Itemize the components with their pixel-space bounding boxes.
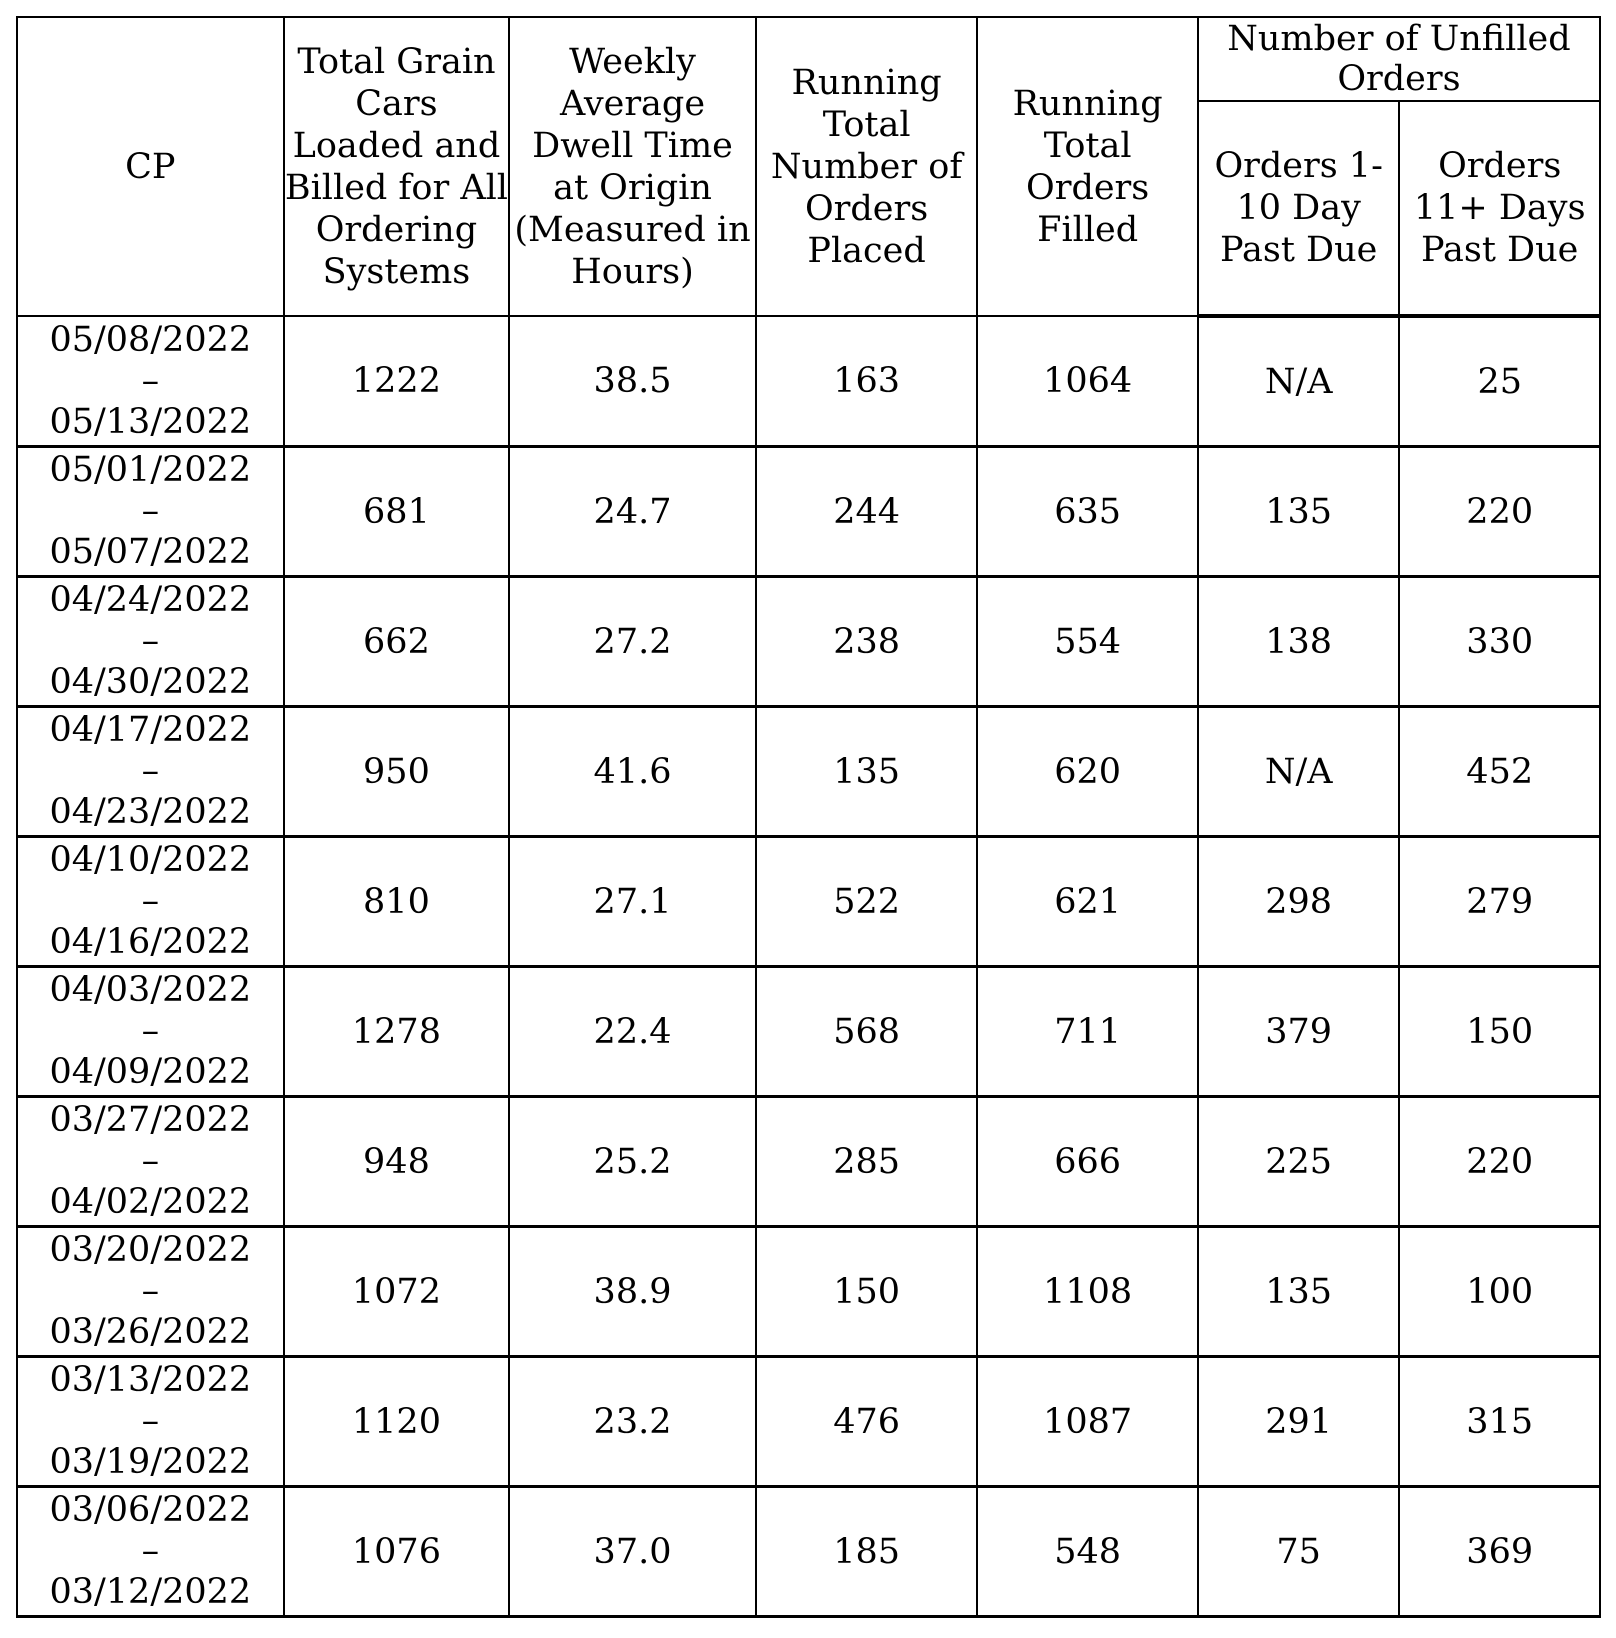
table-row xyxy=(17,1357,1600,1487)
cell-orders-filled: 1064 xyxy=(977,316,1198,447)
cell-past-due-1-10: 138 xyxy=(1198,577,1400,707)
cell-past-due-11-plus: 220 xyxy=(1399,1097,1600,1227)
cell-orders-placed: 568 xyxy=(756,967,978,1097)
table-row xyxy=(17,707,1600,837)
cell-orders-placed: 522 xyxy=(756,837,978,967)
cell-dwell-time: 25.2 xyxy=(509,1097,756,1227)
cell-past-due-11-plus: 330 xyxy=(1399,577,1600,707)
cell-orders-filled: 635 xyxy=(977,447,1198,577)
table-row xyxy=(17,967,1600,1097)
cell-past-due-11-plus: 220 xyxy=(1399,447,1600,577)
header-unfilled-orders: Number of Unfilled Orders xyxy=(1198,17,1600,101)
period-start: 03/06/2022 xyxy=(49,1490,252,1530)
period-start: 05/01/2022 xyxy=(49,450,252,490)
cell-dwell-time: 38.5 xyxy=(509,316,756,447)
cell-cp-period xyxy=(17,577,284,707)
cell-orders-placed: 135 xyxy=(756,707,978,837)
period-start: 04/10/2022 xyxy=(49,840,252,880)
cell-total-cars: 1072 xyxy=(284,1227,510,1357)
header-cp: CP xyxy=(17,17,284,316)
cell-past-due-1-10: 225 xyxy=(1198,1097,1400,1227)
period-end: 03/12/2022 xyxy=(49,1572,252,1612)
table-body xyxy=(17,316,1600,1617)
cell-total-cars: 1278 xyxy=(284,967,510,1097)
period-end: 04/30/2022 xyxy=(49,662,252,702)
cell-cp-period xyxy=(17,967,284,1097)
cell-orders-filled: 554 xyxy=(977,577,1198,707)
cell-dwell-time: 22.4 xyxy=(509,967,756,1097)
cell-orders-filled: 1087 xyxy=(977,1357,1198,1487)
cell-dwell-time: 41.6 xyxy=(509,707,756,837)
cell-orders-placed: 285 xyxy=(756,1097,978,1227)
period-separator: – xyxy=(141,1401,160,1441)
period-start: 03/13/2022 xyxy=(49,1360,252,1400)
cell-past-due-11-plus: 150 xyxy=(1399,967,1600,1097)
period-separator: – xyxy=(141,621,160,661)
cell-orders-filled: 711 xyxy=(977,967,1198,1097)
cell-orders-placed: 185 xyxy=(756,1487,978,1617)
cell-past-due-1-10: N/A xyxy=(1198,316,1400,447)
period-end: 04/16/2022 xyxy=(49,922,252,962)
cell-orders-filled: 620 xyxy=(977,707,1198,837)
cell-orders-placed: 150 xyxy=(756,1227,978,1357)
cell-cp-period xyxy=(17,707,284,837)
cell-past-due-1-10: 298 xyxy=(1198,837,1400,967)
cell-total-cars: 810 xyxy=(284,837,510,967)
cell-past-due-11-plus: 25 xyxy=(1399,316,1600,447)
cell-dwell-time: 27.1 xyxy=(509,837,756,967)
period-start: 05/08/2022 xyxy=(49,319,252,360)
cell-orders-placed: 163 xyxy=(756,316,978,447)
header-total-cars: Total Grain Cars Loaded and Billed for All Ordering Systems xyxy=(284,17,510,316)
cell-dwell-time: 27.2 xyxy=(509,577,756,707)
table-row xyxy=(17,447,1600,577)
cell-cp-period xyxy=(17,1097,284,1227)
cell-past-due-1-10: 135 xyxy=(1198,1227,1400,1357)
cell-past-due-1-10: 379 xyxy=(1198,967,1400,1097)
cell-past-due-1-10: 135 xyxy=(1198,447,1400,577)
cell-orders-placed: 238 xyxy=(756,577,978,707)
header-orders-filled: Running Total Orders Filled xyxy=(977,17,1198,316)
cell-past-due-11-plus: 315 xyxy=(1399,1357,1600,1487)
cell-past-due-11-plus: 452 xyxy=(1399,707,1600,837)
header-past-due-1-10: Orders 1-10 Day Past Due xyxy=(1198,101,1400,316)
cell-total-cars: 1076 xyxy=(284,1487,510,1617)
period-end: 04/23/2022 xyxy=(49,792,252,832)
cell-dwell-time: 37.0 xyxy=(509,1487,756,1617)
cell-past-due-11-plus: 100 xyxy=(1399,1227,1600,1357)
table-row xyxy=(17,316,1600,447)
cell-past-due-11-plus: 279 xyxy=(1399,837,1600,967)
cell-total-cars: 950 xyxy=(284,707,510,837)
table-row xyxy=(17,1487,1600,1617)
header-past-due-11-plus: Orders 11+ Days Past Due xyxy=(1399,101,1600,316)
period-separator: – xyxy=(141,881,160,921)
cell-cp-period xyxy=(17,837,284,967)
table-row xyxy=(17,1097,1600,1227)
period-end: 03/26/2022 xyxy=(49,1312,252,1352)
cell-total-cars: 948 xyxy=(284,1097,510,1227)
cell-total-cars: 681 xyxy=(284,447,510,577)
cell-dwell-time: 23.2 xyxy=(509,1357,756,1487)
cell-cp-period xyxy=(17,1487,284,1617)
period-separator: – xyxy=(141,491,160,531)
cell-orders-filled: 1108 xyxy=(977,1227,1198,1357)
cell-past-due-1-10: N/A xyxy=(1198,707,1400,837)
period-end: 05/13/2022 xyxy=(49,401,252,442)
table-row xyxy=(17,577,1600,707)
period-start: 03/20/2022 xyxy=(49,1230,252,1270)
period-start: 04/24/2022 xyxy=(49,580,252,620)
period-start: 04/03/2022 xyxy=(49,970,252,1010)
cell-total-cars: 1120 xyxy=(284,1357,510,1487)
period-end: 05/07/2022 xyxy=(49,532,252,572)
period-separator: – xyxy=(141,751,160,791)
header-orders-placed: Running Total Number of Orders Placed xyxy=(756,17,978,316)
period-end: 03/19/2022 xyxy=(49,1442,252,1482)
period-separator: – xyxy=(141,360,160,401)
period-end: 04/09/2022 xyxy=(49,1052,252,1092)
cell-cp-period xyxy=(17,1357,284,1487)
period-separator: – xyxy=(141,1271,160,1311)
cell-past-due-1-10: 291 xyxy=(1198,1357,1400,1487)
cell-past-due-1-10: 75 xyxy=(1198,1487,1400,1617)
period-start: 04/17/2022 xyxy=(49,710,252,750)
cell-orders-placed: 476 xyxy=(756,1357,978,1487)
cell-dwell-time: 24.7 xyxy=(509,447,756,577)
table-row xyxy=(17,837,1600,967)
table-header xyxy=(17,17,1600,316)
cell-cp-period xyxy=(17,316,284,447)
cell-orders-filled: 621 xyxy=(977,837,1198,967)
grain-car-table xyxy=(16,16,1601,1618)
period-separator: – xyxy=(141,1011,160,1051)
period-separator: – xyxy=(141,1141,160,1181)
cell-cp-period xyxy=(17,1227,284,1357)
cell-dwell-time: 38.9 xyxy=(509,1227,756,1357)
cell-orders-filled: 666 xyxy=(977,1097,1198,1227)
cell-past-due-11-plus: 369 xyxy=(1399,1487,1600,1617)
cell-orders-filled: 548 xyxy=(977,1487,1198,1617)
cell-total-cars: 662 xyxy=(284,577,510,707)
period-start: 03/27/2022 xyxy=(49,1100,252,1140)
cell-total-cars: 1222 xyxy=(284,316,510,447)
period-end: 04/02/2022 xyxy=(49,1182,252,1222)
cell-orders-placed: 244 xyxy=(756,447,978,577)
period-separator: – xyxy=(141,1531,160,1571)
header-dwell-time: Weekly Average Dwell Time at Origin (Measured in Hours) xyxy=(509,17,756,316)
table-row xyxy=(17,1227,1600,1357)
cell-cp-period xyxy=(17,447,284,577)
